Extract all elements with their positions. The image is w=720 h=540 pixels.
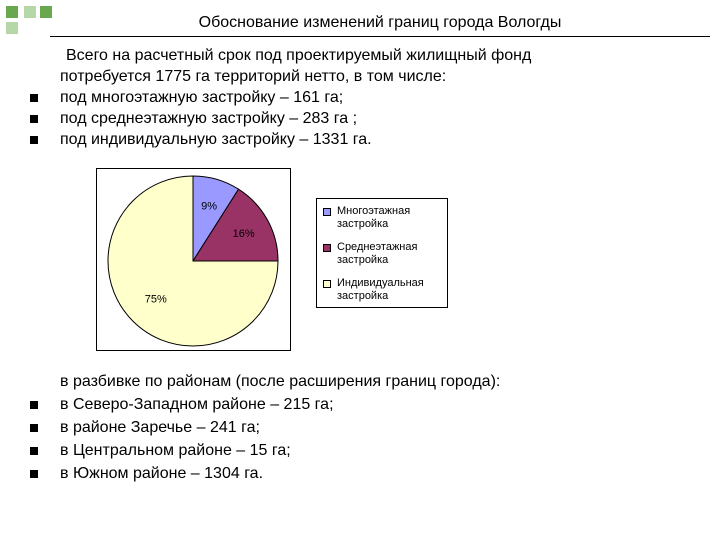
bullet-text: в Центральном районе – 15 га;: [60, 442, 291, 459]
bullet-item: [30, 87, 531, 108]
bullet-icon: [30, 94, 38, 102]
bullet-item: [30, 129, 531, 150]
bullet-text: под индивидуальную застройку – 1331 га.: [60, 131, 372, 148]
bullet-icon: [30, 424, 38, 432]
legend-swatch: [323, 208, 331, 216]
bullet-item: [30, 108, 531, 129]
bullet-text: в Северо-Западном районе – 215 га;: [60, 396, 334, 413]
pie-chart-area: [96, 168, 291, 351]
corner-square-2: [24, 6, 36, 18]
legend-label: Среднеэтажная застройка: [337, 241, 418, 266]
corner-decoration: [0, 0, 60, 40]
pie-data-label: 16%: [232, 228, 255, 241]
district-intro: в разбивке по районам (после расширения границ города):: [60, 373, 501, 390]
title-divider: [50, 36, 710, 37]
pie-data-label: 75%: [144, 293, 167, 306]
bullet-icon: [30, 115, 38, 123]
bullet-item: [30, 440, 500, 461]
bullet-item: [30, 417, 500, 438]
corner-square-4: [40, 6, 52, 18]
legend-label: Индивидуальная застройка: [337, 277, 424, 302]
bullet-text: в районе Заречье – 241 га;: [60, 419, 260, 436]
corner-square-1: [6, 6, 18, 18]
bullet-icon: [30, 470, 38, 478]
bullet-item: [30, 394, 500, 415]
bullet-text: в Южном районе – 1304 га.: [60, 465, 264, 482]
pie-data-label: 9%: [201, 200, 218, 213]
legend-swatch: [323, 244, 331, 252]
bullet-icon: [30, 447, 38, 455]
intro-line-1: Всего на расчетный срок под проектируемый жилищный фонд: [66, 47, 532, 64]
legend-label: Многоэтажная застройка: [337, 205, 411, 230]
corner-square-3: [6, 22, 18, 34]
bullet-icon: [30, 401, 38, 409]
page-title: Обоснование изменений границ города Вологды: [198, 14, 562, 31]
bullet-text: под многоэтажную застройку – 161 га;: [60, 89, 344, 106]
bullet-icon: [30, 136, 38, 144]
chart-legend: [316, 198, 448, 308]
upper-text: [30, 45, 531, 150]
bullet-item: [30, 463, 500, 484]
pie-chart: [97, 169, 292, 352]
bullet-text: под среднеэтажную застройку – 283 га ;: [60, 110, 358, 127]
legend-swatch: [323, 280, 331, 288]
intro-line-2: потребуется 1775 га территорий нетто, в том числе:: [60, 68, 447, 85]
lower-text: [30, 371, 500, 484]
